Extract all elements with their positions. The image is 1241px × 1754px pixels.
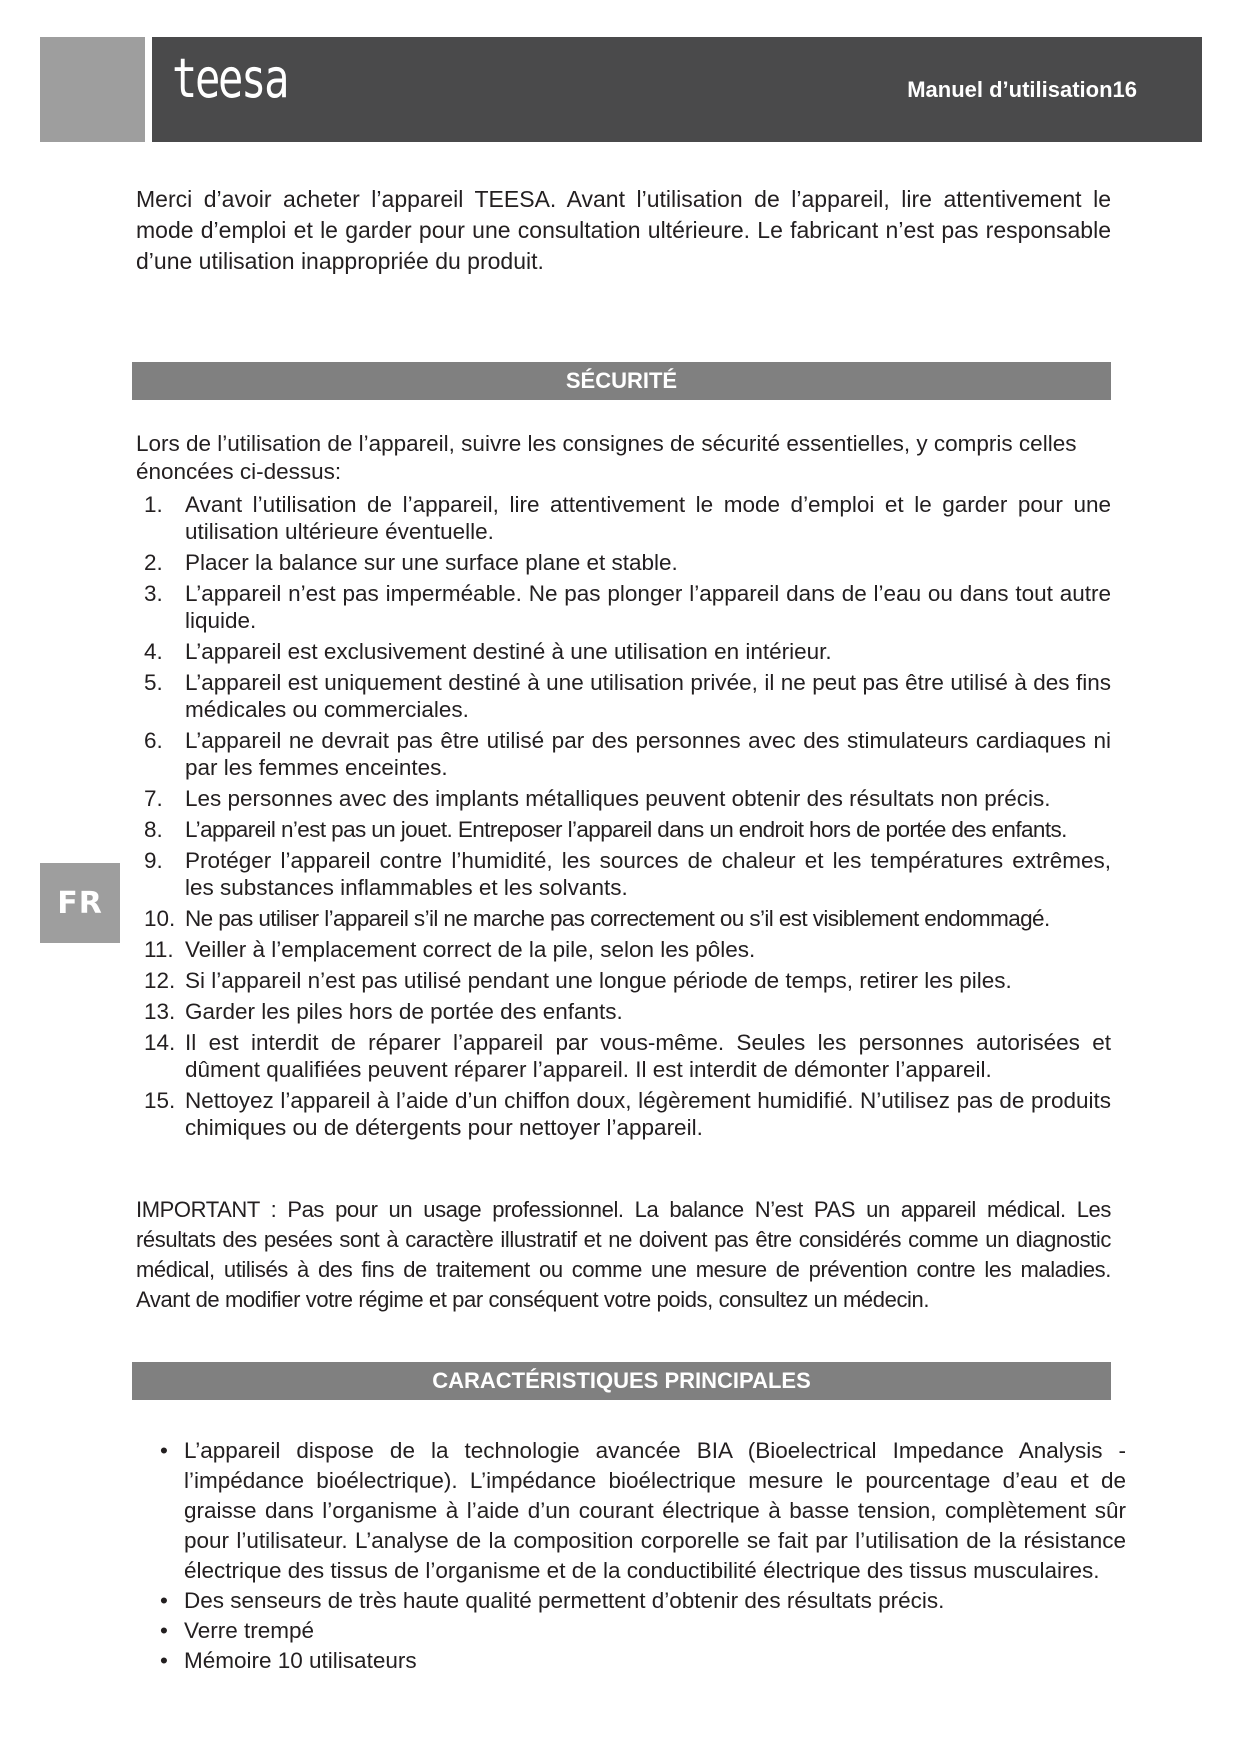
page-header: [152, 37, 1202, 142]
list-item: [136, 936, 1111, 963]
list-item: [136, 580, 1111, 634]
item-number: 15.: [144, 1088, 176, 1113]
intro-paragraph: Merci d’avoir acheter l’appareil TEESA. Avant l’utilisation de l’appareil, lire attentivement le mode d’emploi et le garder pour une consultation ultérieure. Le fabricant n’est pas responsable d’une utilisation inappropriée du produit.: [136, 186, 1111, 274]
list-item: [136, 905, 1111, 932]
list-item: [136, 1646, 1126, 1676]
list-item: [136, 1586, 1126, 1616]
item-text: L’appareil est exclusivement destiné à une utilisation en intérieur.: [185, 639, 832, 664]
important-notice: IMPORTANT : Pas pour un usage professionnel. La balance N’est PAS un appareil médical. Les résultats des pesées sont à caractère illustratif et ne doivent pas être considérés comme un diagnostic médical, utilisés à des fins de traitement ou comme une mesure de prévention contre les maladies. Avant de modifier votre régime et par conséquent votre poids, consultez un médecin.: [136, 1197, 1111, 1312]
item-text: Veiller à l’emplacement correct de la pile, selon les pôles.: [185, 937, 756, 962]
header-grey-block: [40, 37, 145, 142]
list-item: [136, 549, 1111, 576]
list-item: [136, 816, 1111, 843]
item-text: Verre trempé: [184, 1618, 315, 1643]
list-item: [136, 727, 1111, 781]
item-number: 9.: [144, 848, 163, 873]
item-text: Si l’appareil n’est pas utilisé pendant une longue période de temps, retirer les piles.: [185, 968, 1012, 993]
safety-list: [136, 491, 1111, 1145]
item-text: Avant l’utilisation de l’appareil, lire attentivement le mode d’emploi et le garder pour une utilisation ultérieure éventuelle.: [185, 492, 1111, 544]
item-text: L’appareil dispose de la technologie avancée BIA (Bioelectrical Impedance Analysis - l’impédance bioélectrique). L’impédance bioélectrique mesure le pourcentage d’eau et de graisse dans l’organisme à l’aide d’un courant électrique à basse tension, complètement sûr pour l’utilisateur. L’analyse de la composition corporelle se fait par l’utilisation de la résistance électrique des tissus de l’organisme et de la conductibilité électrique des tissus musculaires.: [184, 1438, 1126, 1583]
item-text: Nettoyez l’appareil à l’aide d’un chiffon doux, légèrement humidifié. N’utilisez pas de produits chimiques ou de détergents pour nettoyer l’appareil.: [185, 1088, 1111, 1140]
bullet-icon: •: [160, 1648, 168, 1673]
list-item: [136, 785, 1111, 812]
list-item: [136, 638, 1111, 665]
item-text: Ne pas utiliser l’appareil s’il ne marche pas correctement ou s’il est visiblement endommagé.: [185, 906, 1050, 931]
item-number: 6.: [144, 728, 163, 753]
features-section-heading: CARACTÉRISTIQUES PRINCIPALES: [132, 1362, 1111, 1400]
item-number: 7.: [144, 786, 163, 811]
list-item: [136, 1436, 1126, 1586]
item-number: 14.: [144, 1030, 176, 1055]
item-text: Garder les piles hors de portée des enfants.: [185, 999, 623, 1024]
item-text: Il est interdit de réparer l’appareil par vous-même. Seules les personnes autorisées et dûment qualifiées peuvent réparer l’appareil. Il est interdit de démonter l’appareil.: [185, 1030, 1111, 1082]
item-number: 5.: [144, 670, 163, 695]
list-item: [136, 491, 1111, 545]
safety-intro: Lors de l’utilisation de l’appareil, suivre les consignes de sécurité essentielles, y compris celles énoncées ci-dessus:: [136, 431, 1077, 484]
list-item: [136, 967, 1111, 994]
safety-section-heading: SÉCURITÉ: [132, 362, 1111, 400]
list-item: [136, 669, 1111, 723]
manual-title: Manuel d’utilisation16: [907, 77, 1137, 102]
item-number: 11.: [144, 937, 174, 962]
language-tab: FR: [40, 863, 120, 943]
item-number: 10.: [144, 906, 176, 931]
item-text: L’appareil est uniquement destiné à une utilisation privée, il ne peut pas être utilisé à des fins médicales ou commerciales.: [185, 670, 1111, 722]
list-item: [136, 847, 1111, 901]
list-item: [136, 1616, 1126, 1646]
item-number: 4.: [144, 639, 163, 664]
brand-logo: teesa: [172, 47, 288, 110]
bullet-icon: •: [160, 1618, 168, 1643]
item-text: Mémoire 10 utilisateurs: [184, 1648, 417, 1673]
item-number: 8.: [144, 817, 163, 842]
item-text: L’appareil ne devrait pas être utilisé par des personnes avec des stimulateurs cardiaques ni par les femmes enceintes.: [185, 728, 1111, 780]
item-text: Des senseurs de très haute qualité permettent d’obtenir des résultats précis.: [184, 1588, 945, 1613]
list-item: [136, 998, 1111, 1025]
item-text: L’appareil n’est pas imperméable. Ne pas plonger l’appareil dans de l’eau ou dans tout autre liquide.: [185, 581, 1111, 633]
bullet-icon: •: [160, 1438, 168, 1463]
item-number: 3.: [144, 581, 163, 606]
item-number: 13.: [144, 999, 176, 1024]
item-text: L’appareil n’est pas un jouet. Entreposer l’appareil dans un endroit hors de portée des enfants.: [185, 817, 1067, 842]
item-number: 1.: [144, 492, 163, 517]
item-text: Placer la balance sur une surface plane et stable.: [185, 550, 678, 575]
item-number: 2.: [144, 550, 163, 575]
list-item: [136, 1087, 1111, 1141]
item-text: Protéger l’appareil contre l’humidité, les sources de chaleur et les températures extrêmes, les substances inflammables et les solvants.: [185, 848, 1111, 900]
list-item: [136, 1029, 1111, 1083]
features-list: [136, 1436, 1126, 1676]
bullet-icon: •: [160, 1588, 168, 1613]
item-number: 12.: [144, 968, 176, 993]
item-text: Les personnes avec des implants métalliques peuvent obtenir des résultats non précis.: [185, 786, 1051, 811]
